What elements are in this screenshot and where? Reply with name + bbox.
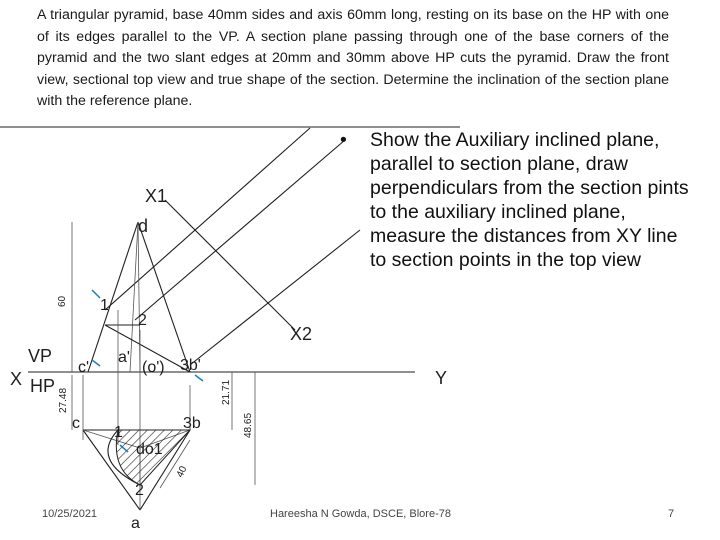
label-vp: VP [28, 346, 53, 366]
projector-line-1 [105, 128, 310, 310]
blue-arrow-2-icon [92, 360, 100, 366]
dim-60: 60 [57, 295, 68, 307]
projector-line-2 [135, 140, 345, 320]
label-hp: HP [30, 376, 56, 396]
label-1-tv: 1 [114, 424, 123, 441]
label-d-top: d [138, 216, 149, 236]
label-do-tv: do1 [136, 441, 163, 458]
instruction-text: Show the Auxiliary inclined plane, parallel to section plane, draw perpendiculars from the section pints to the auxiliary inclined plane, measure the distances from XY line to section points in the top view [370, 129, 689, 271]
label-3b-fv: 3b' [180, 357, 201, 374]
problem-statement: A triangular pyramid, base 40mm sides and axis 60mm long, resting on its base on the HP with one of its edges parallel to the VP. A section plane passing through one of the base corners of the pyramid and the two slant edges at 20mm and 30mm above HP cuts the pyramid. Draw the front view, sectional top view and true shape of the section. Determine the inclination of the section plane with the reference plane. [37, 7, 669, 109]
blue-arrow-1-icon [92, 290, 100, 298]
blue-arrow-3-icon [195, 375, 203, 381]
label-2-tv: 2 [135, 482, 144, 499]
footer-author: Hareesha N Gowda, DSCE, Blore-78 [270, 508, 451, 520]
label-x2: X2 [290, 324, 313, 344]
label-a-fv: a' [118, 349, 130, 366]
fv-edge-right [138, 222, 190, 372]
footer-date: 10/25/2021 [42, 508, 98, 520]
label-c-tv: c [72, 415, 80, 432]
auxiliary-plane-x1x2 [165, 200, 295, 330]
label-y: Y [435, 368, 448, 388]
label-x: X [10, 369, 23, 389]
label-3b-tv: 3b [183, 415, 201, 432]
label-x1: X1 [145, 186, 168, 206]
dim-27-48: 27.48 [58, 387, 69, 413]
dim-48-65: 48.65 [243, 412, 254, 438]
label-a-tv: a [131, 515, 140, 532]
dim-21-71: 21.71 [221, 379, 232, 405]
footer-page-number: 7 [668, 508, 675, 520]
dim-40: 40 [174, 464, 190, 480]
label-2-fv: 2 [138, 312, 147, 329]
label-o-fv: (o') [142, 359, 165, 376]
label-1-fv: 1 [100, 297, 109, 314]
label-c-fv: c' [78, 359, 90, 376]
fv-edge-left [88, 222, 138, 372]
fv-hidden-edge [130, 222, 138, 372]
bullet-dot-icon: • [340, 129, 347, 151]
